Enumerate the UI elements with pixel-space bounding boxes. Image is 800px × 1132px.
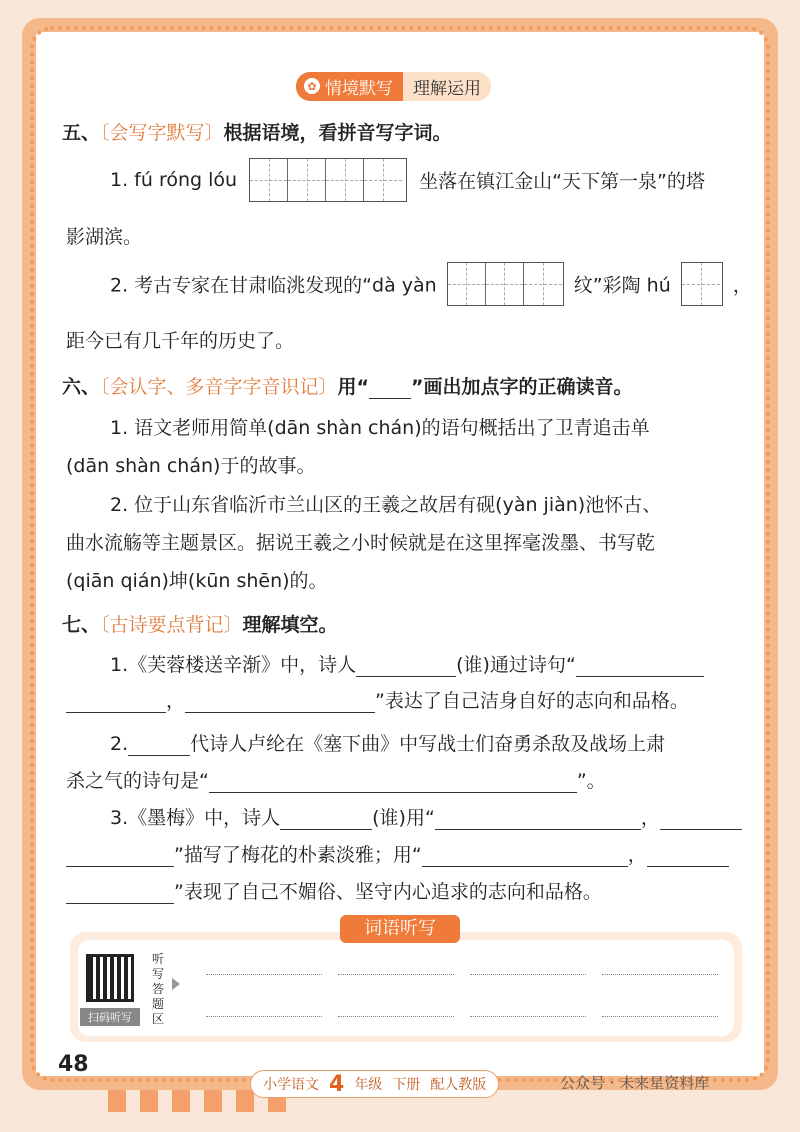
dictation-line[interactable] xyxy=(602,1016,718,1017)
dictation-line[interactable] xyxy=(338,974,454,975)
answer-grid-q2a[interactable] xyxy=(447,262,564,306)
watermark-text: 公众号 · 未来星资料库 xyxy=(560,1074,710,1092)
answer-grid-q2b[interactable] xyxy=(681,262,723,306)
section-header-tag xyxy=(296,72,491,100)
medal-icon: ✿ xyxy=(304,78,320,94)
blank-verse-q1a[interactable] xyxy=(576,656,704,677)
page-number: 48 xyxy=(58,1052,89,1077)
dictation-side-label: 听写答题区 xyxy=(152,952,165,1026)
section7-q3-line2: ”描写了梅花的朴素淡雅；用“ ， xyxy=(66,840,729,867)
dictation-line[interactable] xyxy=(470,1016,586,1017)
blank-verse-q3b[interactable] xyxy=(660,809,742,830)
section6-q2-line1: 2. 位于山东省临沂市兰山区的王羲之故居有砚(yàn jiàn)池怀古、 xyxy=(110,494,662,516)
blank-verse-q1c[interactable] xyxy=(185,692,375,713)
section5-title: 五、〔会写字默写〕根据语境，看拼音写字词。 xyxy=(62,122,452,144)
section6-q2-line3: (qiān qián)坤(kūn shēn)的。 xyxy=(66,570,328,592)
section7-q3-line1: 3.《墨梅》中，诗人 (谁)用“ ， xyxy=(110,803,742,830)
dictation-line[interactable] xyxy=(206,974,322,975)
blank-verse-q3a[interactable] xyxy=(435,809,641,830)
section7-q2-line1: 2. 代诗人卢纶在《塞下曲》中写战士们奋勇杀敌及战场上肃 xyxy=(110,733,666,755)
section5-q1-line2: 影湖滨。 xyxy=(66,226,143,248)
dictation-title: 词语听写 xyxy=(340,915,460,943)
section5-q2: 2. 考古专家在甘肃临洮发现的“dà yàn 纹”彩陶 hú ， xyxy=(110,262,752,306)
blank-verse-q3f[interactable] xyxy=(66,883,174,904)
footer-bar xyxy=(250,1070,499,1098)
blank-verse-q3c[interactable] xyxy=(66,846,174,867)
blank-verse-q3d[interactable] xyxy=(422,846,628,867)
section6-title: 六、〔会认字、多音字字音识记〕用“ ”画出加点字的正确读音。 xyxy=(62,376,633,398)
footer-volume: 下册 xyxy=(392,1077,421,1093)
blank-poet-q3[interactable] xyxy=(280,809,372,830)
section7-q1-line1: 1.《芙蓉楼送辛渐》中，诗人 (谁)通过诗句“ xyxy=(110,650,704,677)
arrow-right-icon xyxy=(172,978,180,990)
header-tag-main xyxy=(296,72,403,101)
dictation-line[interactable] xyxy=(206,1016,322,1017)
blank-verse-q3e[interactable] xyxy=(647,846,729,867)
blank-poet-q1[interactable] xyxy=(356,656,456,677)
qr-code-icon[interactable] xyxy=(86,954,134,1002)
section7-title: 七、〔古诗要点背记〕理解填空。 xyxy=(62,614,338,636)
header-tag-sub: 理解运用 xyxy=(403,72,491,101)
dictation-line[interactable] xyxy=(470,974,586,975)
footer-edition: 配人教版 xyxy=(430,1077,487,1093)
section7-q2-line2: 杀之气的诗句是“ ”。 xyxy=(66,770,606,792)
footer-subject: 小学语文 xyxy=(263,1077,319,1093)
section6-q1-line1: 1. 语文老师用简单(dān shàn chán)的语句概括出了卫青追击单 xyxy=(110,417,650,439)
footer-grade-num: 4 xyxy=(329,1071,345,1097)
section7-q1-line2: ， ”表达了自己洁身自好的志向和品格。 xyxy=(66,686,689,713)
dictation-line[interactable] xyxy=(602,974,718,975)
section5-q1: 1. fú róng lóu 坐落在镇江金山“天下第一泉”的塔 xyxy=(110,158,705,202)
section5-q2-line2: 距今已有几千年的历史了。 xyxy=(66,330,295,352)
footer-grade-label: 年级 xyxy=(354,1077,383,1093)
blank-dynasty-q2[interactable] xyxy=(128,735,190,756)
dictation-line[interactable] xyxy=(338,1016,454,1017)
blank-verse-q2[interactable] xyxy=(209,772,577,793)
answer-grid-q1[interactable] xyxy=(249,158,407,202)
blank-verse-q1b[interactable] xyxy=(66,692,166,713)
section6-q1-line2: (dān shàn chán)于的故事。 xyxy=(66,455,316,477)
qr-label: 扫码听写 xyxy=(80,1008,140,1026)
section7-q3-line3: ”表现了自己不媚俗、坚守内心追求的志向和品格。 xyxy=(66,877,602,904)
header-tag-main-label: 情境默写 xyxy=(325,78,393,99)
section6-q2-line2: 曲水流觞等主题景区。据说王羲之小时候就是在这里挥毫泼墨、书写乾 xyxy=(66,532,656,554)
